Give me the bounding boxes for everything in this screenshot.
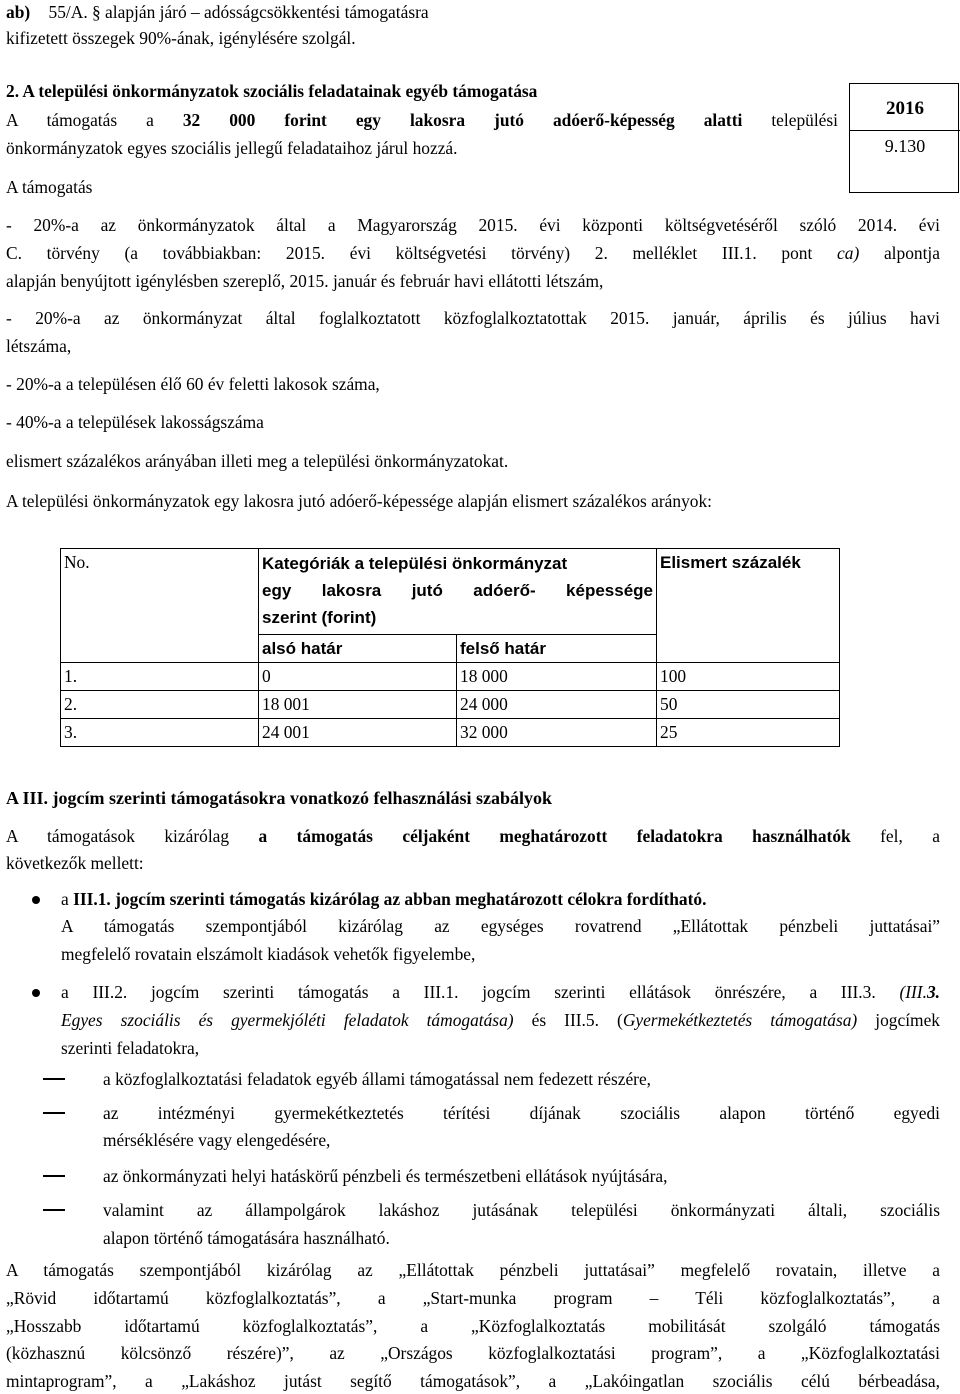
final-para-line-2: „Rövid időtartamú közfoglalkoztatás”, a „Start-munka program – Téli közfoglalkoztatás”, a <box>6 1288 940 1308</box>
bullet-1-line-1 <box>61 888 706 910</box>
bullet-2-line-3: szerinti feladatokra, <box>61 1038 200 1058</box>
text-run-italic: (III. <box>899 982 927 1002</box>
bullet-2-line-2 <box>61 1009 940 1031</box>
text-run-bold: III.1. jogcím szerinti támogatás kizárólag az abban meghatározott célokra fordítható. <box>73 889 707 909</box>
item-3: - 20%-a a településen élő 60 év feletti lakosok száma, <box>6 374 380 394</box>
header-category-line-3: szerint (forint) <box>262 608 377 627</box>
item-1-line-1: - 20%-a az önkormányzatok által a Magyarország 2015. évi központi költségvetéséről szóló 2014. évi <box>6 215 940 235</box>
text-run: alpontja <box>883 243 940 263</box>
dash-item-4-line-2: alapon történő támogatására használható. <box>103 1228 390 1248</box>
bullet-2-line-1 <box>61 981 940 1003</box>
header-percent: Elismert százalék <box>657 549 840 663</box>
text-run-bold: A III. <box>6 788 49 808</box>
category-table <box>60 548 840 747</box>
text-run-bold-italic: 3. <box>926 982 940 1002</box>
dash-icon <box>43 1078 65 1080</box>
item-1-line-3: alapján benyújtott igénylésben szereplő, 2015. január és február havi ellátotti létszám, <box>6 271 604 291</box>
text-run: jogcímek <box>857 1010 940 1030</box>
final-para-line-3: „Hosszabb időtartamú közfoglalkoztatás”, a „Közfoglalkoztatás mobilitását szolgáló támogatás <box>6 1316 940 1336</box>
cell-percent: 100 <box>657 663 840 691</box>
table-row <box>61 719 840 747</box>
final-para-line-4: (közhasznú kölcsönző részére)”, az „Országos közfoglalkoztatási program”, a „Közfoglalkoztatási <box>6 1343 940 1363</box>
cell-upper: 32 000 <box>457 719 657 747</box>
amount-divider <box>850 130 960 131</box>
cell-lower: 24 001 <box>259 719 457 747</box>
cell-percent: 25 <box>657 719 840 747</box>
text-run: a <box>61 889 74 909</box>
table-row <box>61 691 840 719</box>
intro-text-2: kifizetett összegek 90%-ának, igénylésére szolgál. <box>6 28 356 48</box>
header-category-line-2: egy lakosra jutó adóerő- képessége <box>262 581 653 600</box>
intro-label: ab) <box>6 2 31 22</box>
header-category-line-1: Kategóriák a települési önkormányzat <box>262 554 568 573</box>
dash-icon <box>43 1209 65 1211</box>
header-lower: alsó határ <box>259 635 457 663</box>
cell-upper: 24 000 <box>457 691 657 719</box>
text-run: fel, a <box>850 826 940 846</box>
text-run: A támogatás a <box>6 110 183 130</box>
cell-lower: 0 <box>259 663 457 691</box>
final-para-line-1: A támogatás szempontjából kizárólag az „Ellátottak pénzbeli juttatásai” megfelelő rovatain, illetve a <box>6 1260 940 1280</box>
section-3-para-line-1 <box>6 825 940 847</box>
item-2-line-2: létszáma, <box>6 336 72 356</box>
header-upper: felső határ <box>457 635 657 663</box>
text-run-italic: Egyes szociális és gyermekjóléti feladatok támogatása) <box>61 1010 514 1030</box>
dash-item-2-line-1: az intézményi gyermekétkeztetés térítési díjának szociális alapon történő egyedi <box>103 1103 940 1123</box>
text-run-italic: Gyermekétkeztetés támogatása) <box>622 1010 858 1030</box>
amount-value: 9.130 <box>884 136 926 156</box>
dash-item-3: az önkormányzati helyi hatáskörű pénzbeli és természetbeni ellátások nyújtására, <box>103 1166 668 1186</box>
dash-icon <box>43 1112 65 1114</box>
item-4: - 40%-a a települések lakosságszáma <box>6 412 264 432</box>
amount-year: 2016 <box>886 98 924 119</box>
item-1-line-2 <box>6 242 940 264</box>
header-no: No. <box>61 549 259 663</box>
intro-text-1: 55/A. § alapján járó – adósságcsökkentési támogatásra <box>48 2 429 22</box>
section-2-para-line-2: önkormányzatok egyes szociális jellegű feladataihoz járul hozzá. <box>6 138 458 158</box>
bullet-icon <box>32 989 40 997</box>
closing-line: elismert százalékos arányában illeti meg a települési önkormányzatokat. <box>6 451 509 471</box>
text-run-bold: jogcím szerinti támogatásokra vonatkozó felhasználási szabályok <box>48 788 553 808</box>
section-3-heading <box>6 787 552 809</box>
bullet-icon <box>32 896 40 904</box>
cell-upper: 18 000 <box>457 663 657 691</box>
amount-box <box>849 83 959 193</box>
table-intro: A települési önkormányzatok egy lakosra jutó adóerő-képessége alapján elismert százalékos arányok: <box>6 491 712 511</box>
final-para-line-5: mintaprogram”, a „Lakáshoz jutást segítő támogatások”, a „Lakóingatlan szociális célú bérbeadása, <box>6 1371 940 1391</box>
text-run-italic: ca) <box>837 243 860 263</box>
text-run: települési <box>742 110 838 130</box>
bullet-1-line-2: A támogatás szempontjából kizárólag az egységes rovatrend „Ellátottak pénzbeli juttatásai” <box>61 916 940 936</box>
text-run: a III.2. jogcím szerinti támogatás a III.1. jogcím szerinti ellátások önrészére, a III.3. <box>61 982 876 1002</box>
bullet-1-line-3: megfelelő rovatain elszámolt kiadások vehetők figyelembe, <box>61 944 476 964</box>
cell-no: 1. <box>61 663 259 691</box>
dash-item-1: a közfoglalkoztatási feladatok egyéb állami támogatással nem fedezett részére, <box>103 1069 652 1089</box>
table-row <box>61 663 840 691</box>
text-run: C. törvény (a továbbiakban: 2015. évi költségvetési törvény) 2. melléklet III.1. pont <box>6 243 813 263</box>
section-3-para-line-2: következők mellett: <box>6 853 144 873</box>
text-run-italic <box>899 982 940 1002</box>
section-2-heading: 2. A települési önkormányzatok szociális feladatainak egyéb támogatása <box>6 81 538 101</box>
cell-no: 3. <box>61 719 259 747</box>
dash-item-2-line-2: mérséklésére vagy elengedésére, <box>103 1130 331 1150</box>
cell-no: 2. <box>61 691 259 719</box>
header-category <box>259 549 657 635</box>
intro-line-1 <box>6 1 429 23</box>
cell-lower: 18 001 <box>259 691 457 719</box>
dash-icon <box>43 1175 65 1177</box>
section-2-para-line-1 <box>6 109 838 131</box>
text-run-bold: 32 000 forint egy lakosra jutó adóerő-képesség alatti <box>182 110 743 130</box>
cell-percent: 50 <box>657 691 840 719</box>
text-run: A támogatások kizárólag <box>6 826 259 846</box>
text-run: és III.5. ( <box>513 1010 623 1030</box>
support-label: A támogatás <box>6 177 93 197</box>
dash-item-4-line-1: valamint az állampolgárok lakáshoz jutásának települési önkormányzati általi, szociális <box>103 1200 940 1220</box>
text-run-bold: a támogatás céljaként meghatározott feladatokra használhatók <box>258 826 851 846</box>
table-header-row <box>61 549 840 635</box>
item-2-line-1: - 20%-a az önkormányzat által foglalkoztatott közfoglalkoztatottak 2015. január, április és július havi <box>6 308 940 328</box>
